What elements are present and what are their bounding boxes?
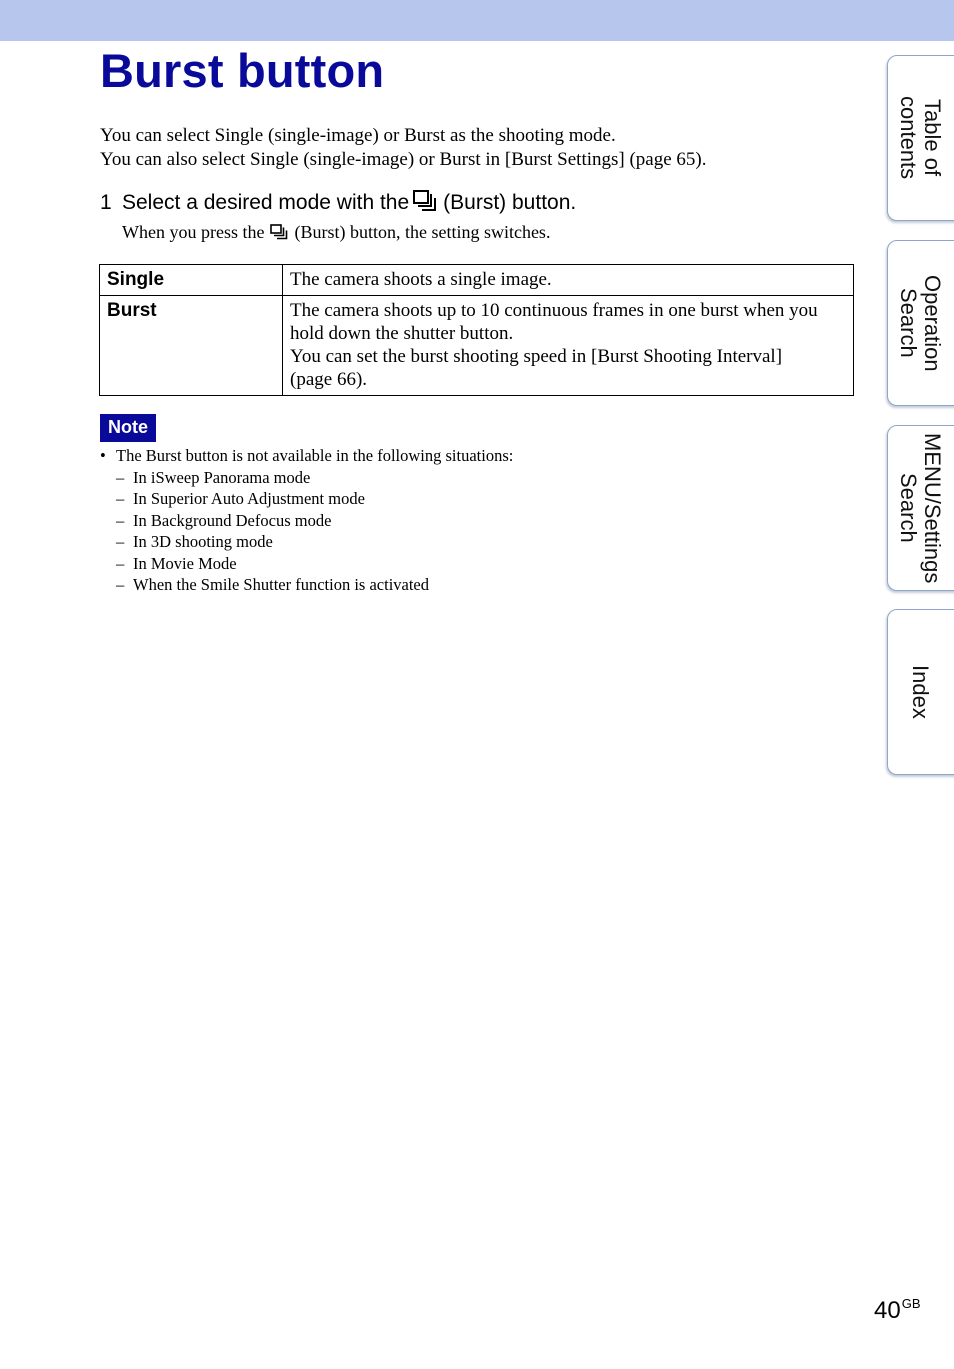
list-item: – In Background Defocus mode: [116, 510, 332, 530]
list-item: – In 3D shooting mode: [116, 532, 273, 551]
step-text-before: Select a desired mode with the: [122, 191, 410, 214]
note-item-text: In Movie Mode: [133, 553, 237, 573]
note-item-text: In 3D shooting mode: [133, 532, 273, 551]
step-sub-after: (Burst) button, the setting switches.: [294, 222, 551, 242]
mode-description: [283, 265, 854, 296]
note-item-text: When the Smile Shutter function is activated: [133, 575, 430, 594]
step-number: 1: [100, 191, 112, 214]
mode-description-line: (page 66).: [290, 369, 368, 390]
header-band: [0, 0, 954, 41]
note-item-text: In iSweep Panorama mode: [133, 467, 311, 487]
burst-mode-icon: [270, 222, 288, 246]
intro-line: You can select Single (single-image) or Burst as the shooting mode.: [100, 125, 616, 146]
page-number: [874, 1289, 921, 1326]
note-bullet-text: The Burst button is not available in the following situations:: [116, 446, 514, 465]
note-item-text: In Background Defocus mode: [133, 510, 332, 530]
list-item: • The Burst button is not available in the following situations:: [100, 446, 514, 465]
tab-operation-search[interactable]: [887, 240, 954, 406]
list-item: – In Movie Mode: [116, 553, 237, 573]
burst-mode-icon: [413, 190, 439, 220]
step-description: [122, 220, 550, 246]
mode-description-line: The camera shoots up to 10 continuous frames in one burst when you: [290, 300, 818, 321]
tab-index[interactable]: [887, 609, 954, 775]
page-number-value: 40: [874, 1297, 901, 1324]
mode-description-line: You can set the burst shooting speed in [Burst Shooting Interval]: [290, 346, 783, 367]
list-item: – In Superior Auto Adjustment mode: [116, 489, 365, 508]
note-list: [100, 445, 513, 596]
step-text-after: (Burst) button.: [443, 191, 577, 214]
mode-name: Burst: [100, 296, 283, 396]
mode-description-line: hold down the shutter button.: [290, 323, 514, 344]
intro-line: You can also select Single (single-image) or Burst in [Burst Settings] (page 65).: [100, 149, 707, 170]
tab-label: Table of contents: [896, 96, 945, 180]
table-row: [100, 296, 854, 396]
mode-name: Single: [100, 265, 283, 296]
mode-description: [283, 296, 854, 396]
intro-text: [100, 124, 707, 172]
step-heading: [100, 189, 576, 220]
tab-table-of-contents[interactable]: [887, 55, 954, 221]
list-item: – When the Smile Shutter function is activated: [116, 575, 430, 594]
step-sub-before: When you press the: [122, 222, 265, 242]
mode-table: [99, 264, 854, 396]
note-badge: Note: [100, 414, 156, 442]
note-item-text: In Superior Auto Adjustment mode: [133, 489, 365, 508]
page-number-suffix: GB: [901, 1296, 921, 1311]
tab-menu-settings-search[interactable]: [887, 425, 954, 591]
tab-label: Index: [908, 665, 933, 719]
tab-label: Operation Search: [896, 274, 945, 372]
mode-description-line: The camera shoots a single image.: [290, 269, 552, 290]
tab-label: MENU/Settings Search: [896, 432, 945, 584]
table-row: [100, 265, 854, 296]
list-item: – In iSweep Panorama mode: [116, 467, 311, 487]
page-title: Burst button: [100, 44, 385, 97]
